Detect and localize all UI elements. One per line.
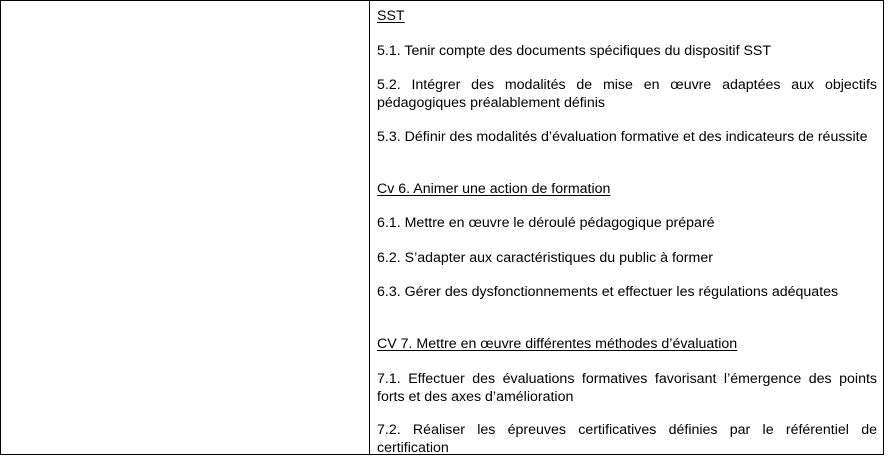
section-heading-cv6: Cv 6. Animer une action de formation [377,181,611,197]
item-7-1: 7.1. Effectuer des évaluations formatives favorisant l’émergence des points forts et des axes d’amélioration [377,371,877,405]
item-6-3: 6.3. Gérer des dysfonctionnements et effectuer les régulations adéquates [377,284,839,300]
section-heading-cv7: CV 7. Mettre en œuvre différentes méthodes d’évaluation [377,336,738,352]
item-7-2: 7.2. Réaliser les épreuves certificatives définies par le référentiel de certification [377,422,877,456]
item-6-2: 6.2. S’adapter aux caractéristiques du public à former [377,250,713,266]
left-empty-cell [1,1,369,454]
item-5-1: 5.1. Tenir compte des documents spécifiques du dispositif SST [377,43,772,59]
item-5-2: 5.2. Intégrer des modalités de mise en œuvre adaptées aux objectifs pédagogiques préalablement définis [377,77,877,111]
right-content-cell [370,1,883,454]
item-5-3: 5.3. Définir des modalités d’évaluation formative et des indicateurs de réussite [377,129,868,145]
item-6-1: 6.1. Mettre en œuvre le déroulé pédagogique préparé [377,215,715,231]
section-heading-sst: SST [377,8,405,24]
